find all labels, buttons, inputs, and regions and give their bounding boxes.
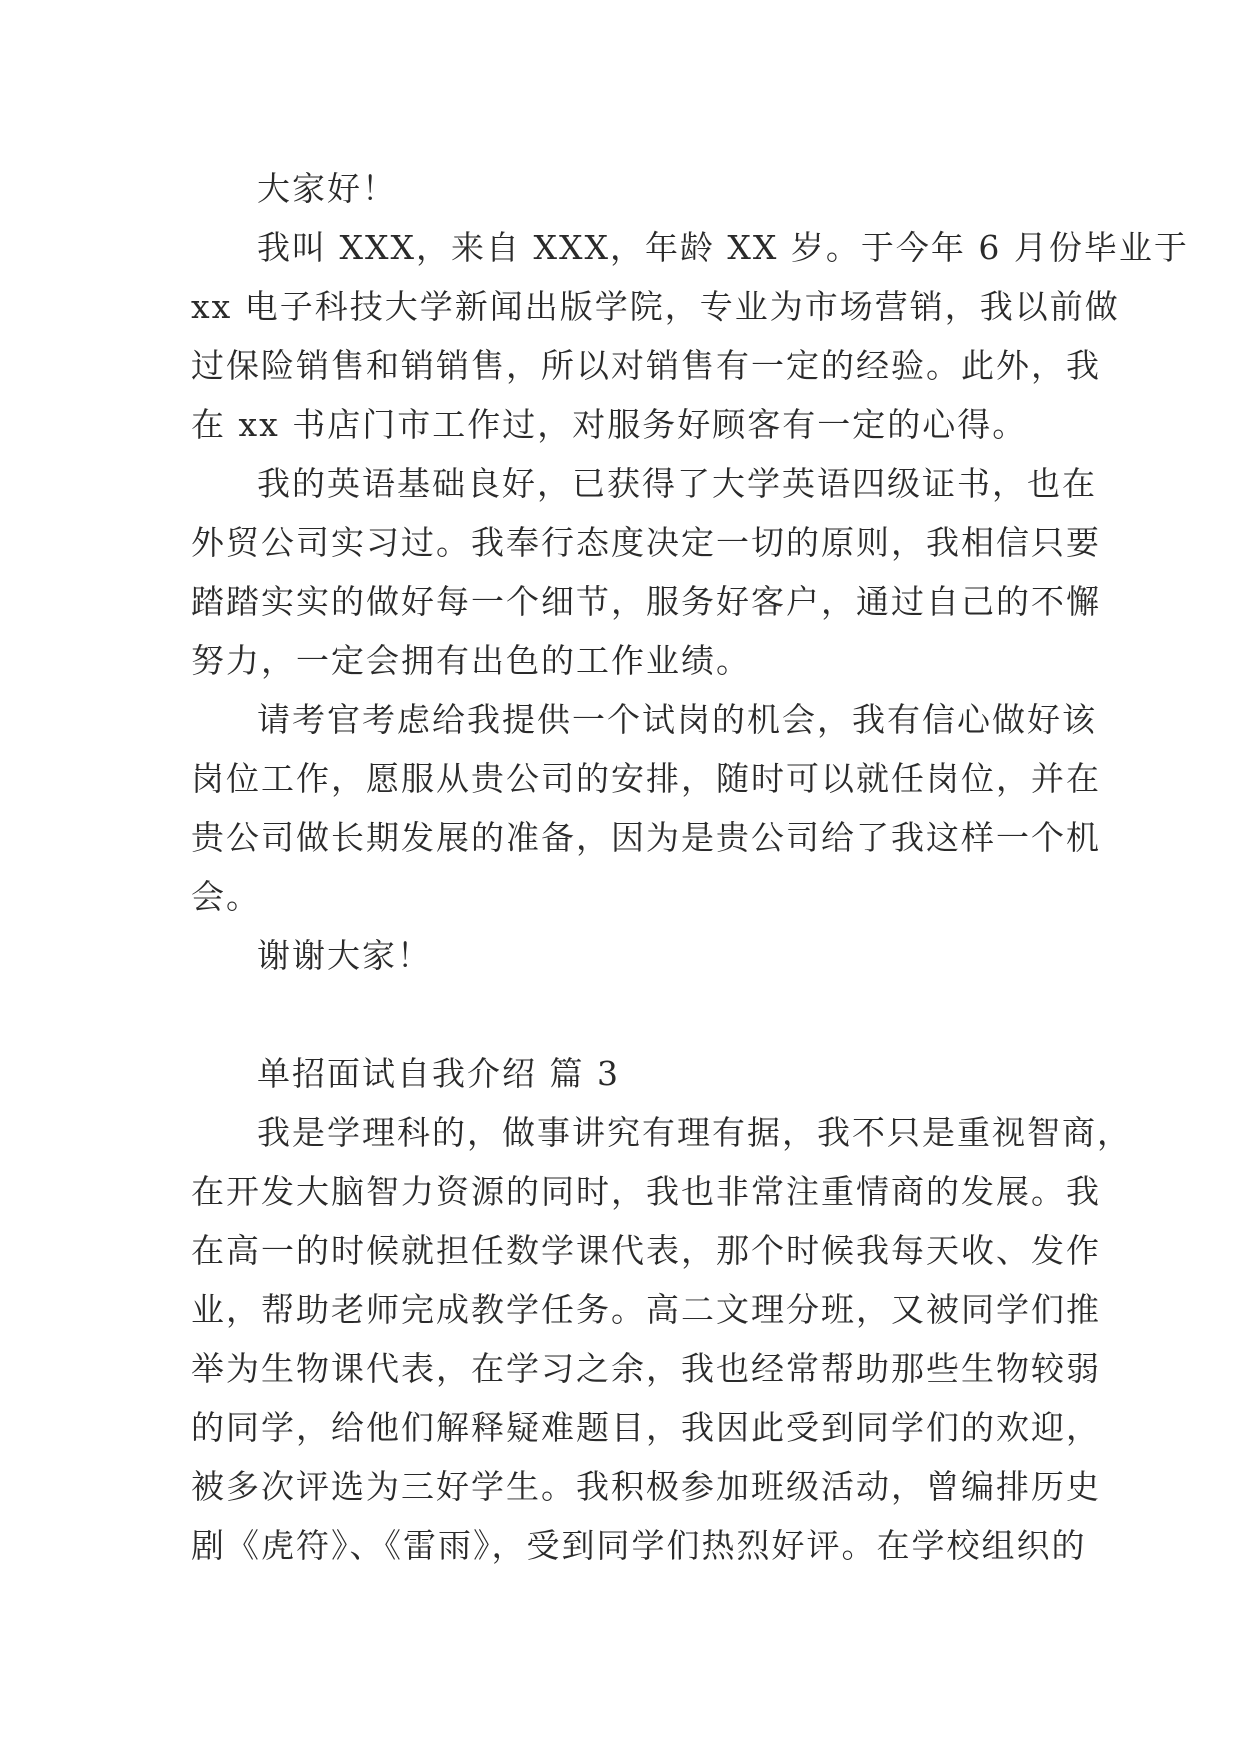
text-line: 过保险销售和销销售，所以对销售有一定的经验。此外，我 <box>191 346 1101 385</box>
greeting-line: 大家好！ <box>257 169 397 208</box>
text-line: 我是学理科的，做事讲究有理有据，我不只是重视智商， <box>257 1113 1132 1152</box>
closing-line: 谢谢大家！ <box>257 936 432 975</box>
text-line: 在高一的时候就担任数学课代表，那个时候我每天收、发作 <box>191 1231 1101 1270</box>
text-line: 会。 <box>191 877 261 916</box>
text-line: 贵公司做长期发展的准备，因为是贵公司给了我这样一个机 <box>191 818 1101 857</box>
text-line: 请考官考虑给我提供一个试岗的机会，我有信心做好该 <box>257 700 1097 739</box>
text-line: 踏踏实实的做好每一个细节，服务好客户，通过自己的不懈 <box>191 582 1101 621</box>
text-line: 岗位工作，愿服从贵公司的安排，随时可以就任岗位，并在 <box>191 759 1101 798</box>
section-heading: 单招面试自我介绍 篇 3 <box>257 1054 620 1093</box>
text-line: 业，帮助老师完成教学任务。高二文理分班，又被同学们推 <box>191 1290 1101 1329</box>
text-line: 外贸公司实习过。我奉行态度决定一切的原则，我相信只要 <box>191 523 1101 562</box>
text-line: 剧《虎符》、《雷雨》，受到同学们热烈好评。在学校组织的 <box>191 1526 1087 1565</box>
document-body <box>191 159 1189 1575</box>
text-line: 在开发大脑智力资源的同时，我也非常注重情商的发展。我 <box>191 1172 1101 1211</box>
text-line: xx 电子科技大学新闻出版学院，专业为市场营销，我以前做 <box>191 287 1120 326</box>
text-line: 的同学，给他们解释疑难题目，我因此受到同学们的欢迎， <box>191 1408 1101 1447</box>
text-line: 在 xx 书店门市工作过，对服务好顾客有一定的心得。 <box>191 405 1028 444</box>
text-line: 我叫 XXX，来自 XXX，年龄 XX 岁。于今年 6 月份毕业于 <box>257 228 1189 267</box>
text-line: 被多次评选为三好学生。我积极参加班级活动，曾编排历史 <box>191 1467 1101 1506</box>
text-line: 我的英语基础良好，已获得了大学英语四级证书，也在 <box>257 464 1097 503</box>
text-line: 努力，一定会拥有出色的工作业绩。 <box>191 641 751 680</box>
text-line: 举为生物课代表，在学习之余，我也经常帮助那些生物较弱 <box>191 1349 1101 1388</box>
